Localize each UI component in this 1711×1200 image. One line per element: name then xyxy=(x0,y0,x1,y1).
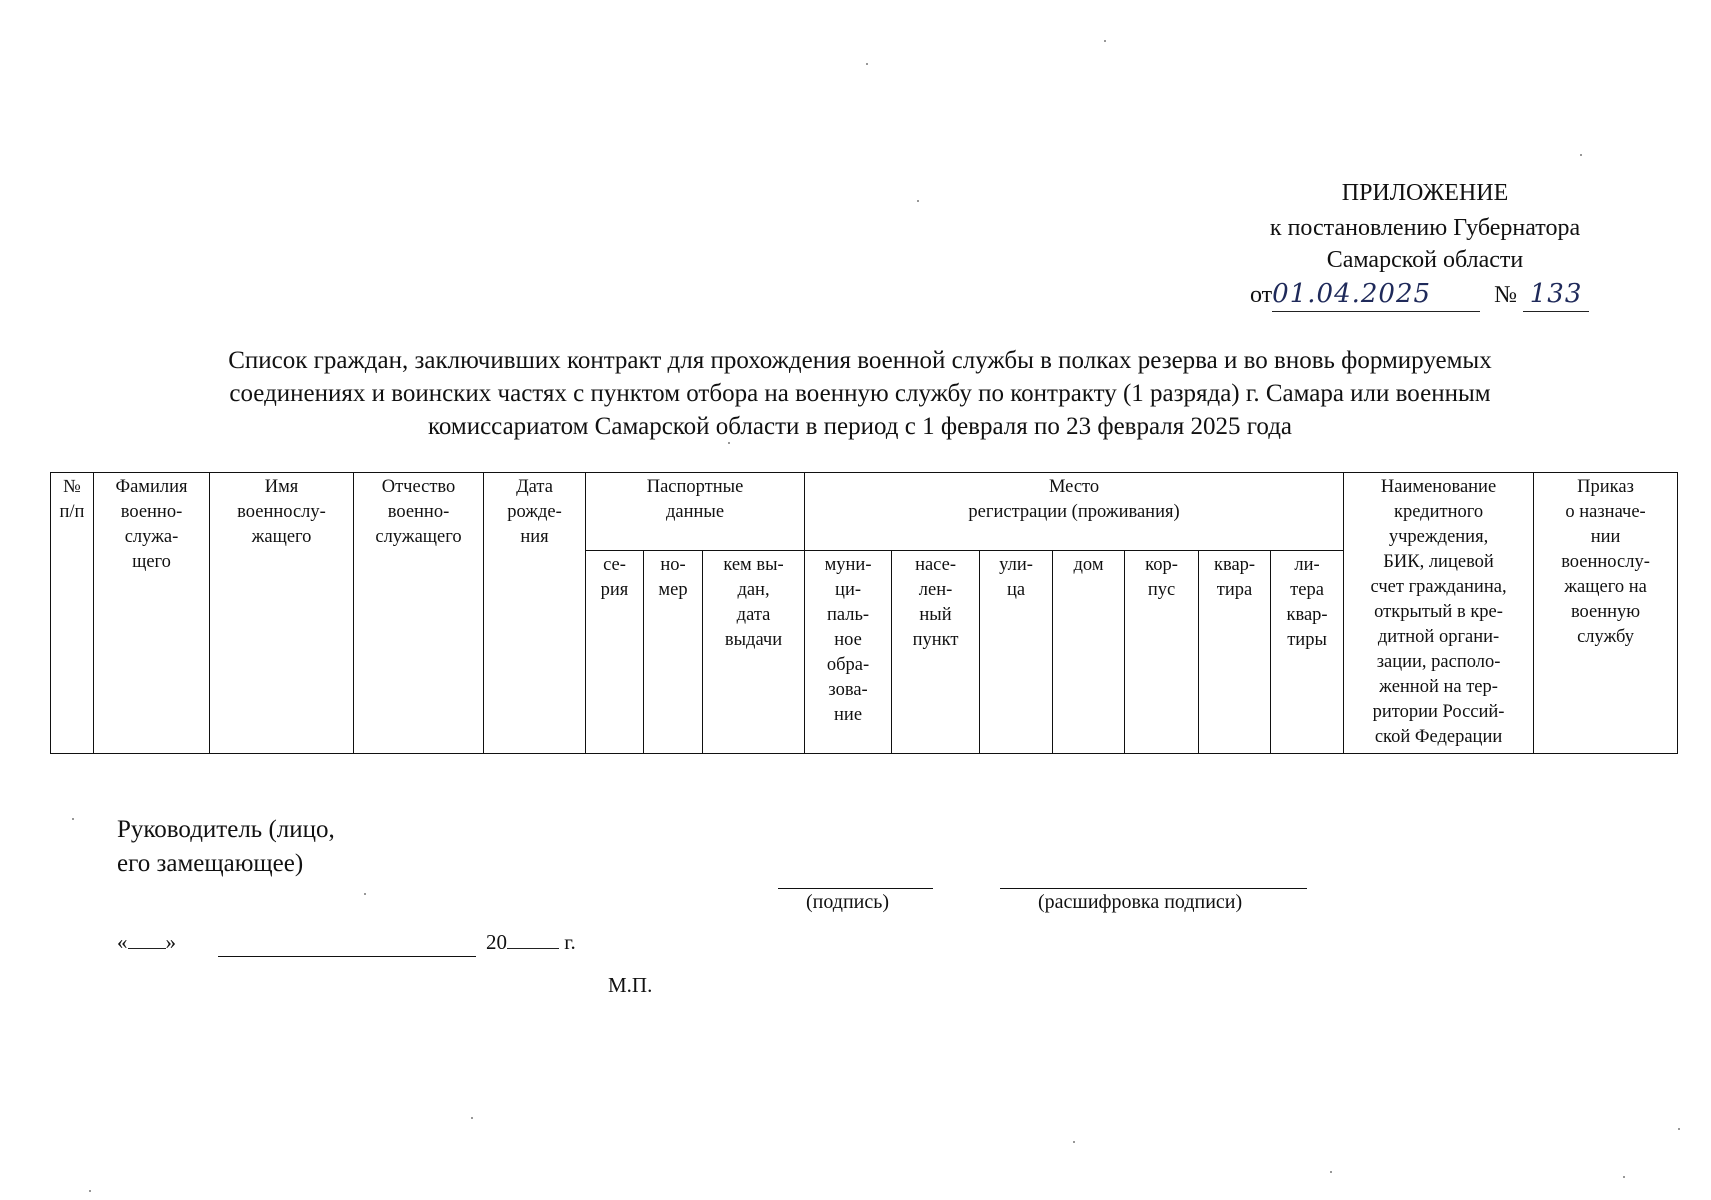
document-title xyxy=(120,344,1600,443)
number-label: № xyxy=(1494,282,1518,308)
document-title-line-2: соединениях и воинских частях с пунктом отбора на военную службу по контракту (1 разряда) г. Самара или военным xyxy=(229,380,1491,407)
handwritten-number: 133 xyxy=(1523,277,1589,312)
date-day-field: « » xyxy=(117,930,176,954)
col-header-street: ули- ца xyxy=(980,551,1053,754)
group-header-passport: Паспортные данные xyxy=(586,473,805,551)
signature-line xyxy=(778,888,933,889)
document-title-line-3: комиссариатом Самарской области в период с 1 февраля по 23 февраля 2025 года xyxy=(427,413,1293,440)
col-header-settlement: насе- лен- ный пункт xyxy=(892,551,980,754)
citizens-table xyxy=(50,472,1678,754)
col-header-passport-series: се- рия xyxy=(586,551,644,754)
col-header-patronymic: Отчество военно- служащего xyxy=(354,473,484,754)
date-year-field: 20 г. xyxy=(486,930,576,954)
col-header-apartment: квар- тира xyxy=(1199,551,1271,754)
head-label-line-2: его замещающее) xyxy=(117,850,304,877)
col-header-birth-date: Дата рожде- ния xyxy=(484,473,586,754)
attachment-line-2: к постановлению Губернатора xyxy=(1269,215,1581,241)
col-header-name: Имя военнослу- жащего xyxy=(210,473,354,754)
attachment-line-3: Самарской области xyxy=(1326,247,1524,273)
signature-decode-line xyxy=(1000,888,1307,889)
col-header-building: кор- пус xyxy=(1125,551,1199,754)
stamp-place: М.П. xyxy=(608,973,653,997)
col-header-house: дом xyxy=(1053,551,1125,754)
col-header-bank: Наименование кредитного учреждения, БИК, лицевой счет гражданина, открытый в кре- дитной органи- зации, располо- женной на тер- ритории Россий- ской Федерации xyxy=(1344,473,1534,754)
attachment-date-number xyxy=(1250,277,1589,312)
attachment-title: ПРИЛОЖЕНИЕ xyxy=(1341,180,1509,206)
col-header-passport-number: но- мер xyxy=(644,551,703,754)
col-header-number: № п/п xyxy=(51,473,94,754)
col-header-passport-issued: кем вы- дан, дата выдачи xyxy=(703,551,805,754)
signature-decode-caption: (расшифровка подписи) xyxy=(1038,891,1243,913)
document-title-line-1: Список граждан, заключивших контракт для прохождения военной службы в полках резерва и во вновь формируемых xyxy=(228,347,1492,374)
from-label: от xyxy=(1250,282,1273,308)
col-header-municipality: муни- ци- паль- ное обра- зова- ние xyxy=(805,551,892,754)
col-header-surname: Фамилия военно- служа- щего xyxy=(94,473,210,754)
date-month-line xyxy=(218,956,476,957)
handwritten-date: 01.04.2025 xyxy=(1272,277,1480,312)
head-label-line-1: Руководитель (лицо, xyxy=(117,816,335,843)
signature-caption: (подпись) xyxy=(806,891,890,913)
col-header-apartment-letter: ли- тера квар- тиры xyxy=(1271,551,1344,754)
group-header-residence: Место регистрации (проживания) xyxy=(805,473,1344,551)
col-header-order: Приказ о назначе- нии военнослу- жащего на военную службу xyxy=(1534,473,1678,754)
